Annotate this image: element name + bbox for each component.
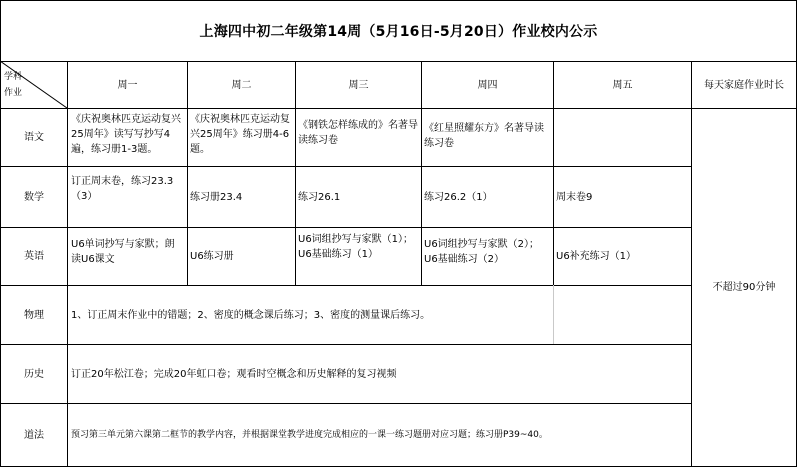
morality-homework: 预习第三单元第六课第二框节的教学内容，并根据课堂教学进度完成相应的一课一练习题册对应习题；练习册P39~40。 bbox=[71, 429, 548, 440]
header-thursday: 周四 bbox=[477, 79, 498, 91]
math-tuesday: 练习册23.4 bbox=[190, 191, 243, 203]
english-monday: U6单词抄写与家默；朗读U6课文 bbox=[71, 239, 175, 265]
chinese-friday bbox=[556, 110, 689, 165]
english-thursday: U6词组抄写与家默（2）；U6基础练习（2） bbox=[424, 239, 540, 265]
subject-physics: 物理 bbox=[24, 309, 44, 321]
duration-value: 不超过90分钟 bbox=[712, 282, 776, 293]
english-wednesday: U6词组抄写与家默（1）；U6基础练习（1） bbox=[298, 234, 414, 260]
math-thursday: 练习26.2（1） bbox=[424, 191, 493, 203]
chinese-wednesday: 《钢铁怎样练成的》名著导读练习卷 bbox=[298, 120, 418, 146]
math-wednesday: 练习26.1 bbox=[298, 191, 341, 203]
math-monday: 订正周末卷，练习23.3（3） bbox=[71, 176, 174, 202]
corner-label-bottom: 作业 bbox=[4, 88, 23, 98]
header-divider bbox=[0, 108, 691, 109]
math-friday: 周末卷9 bbox=[556, 191, 593, 203]
subject-morality: 道法 bbox=[24, 429, 44, 441]
chinese-monday: 《庆祝奥林匹克运动复兴25周年》读写写抄写4遍，练习册1-3题。 bbox=[71, 114, 181, 155]
subject-english: 英语 bbox=[24, 251, 44, 262]
corner-label-top: 学科 bbox=[4, 72, 23, 82]
header-monday: 周一 bbox=[117, 79, 138, 91]
header-wednesday: 周三 bbox=[348, 79, 369, 91]
chinese-thursday: 《红星照耀东方》名著导读练习卷 bbox=[424, 123, 544, 149]
english-friday: U6补充练习（1） bbox=[556, 251, 637, 262]
history-homework: 订正20年松江卷；完成20年虹口卷；观看时空概念和历史解释的复习视频 bbox=[71, 368, 397, 380]
header-duration: 每天家庭作业时长 bbox=[704, 79, 784, 91]
header-tuesday: 周二 bbox=[231, 79, 252, 91]
english-tuesday: U6练习册 bbox=[190, 251, 234, 262]
subject-math: 数学 bbox=[24, 191, 44, 203]
chinese-tuesday: 《庆祝奥林匹克运动复兴25周年》练习册4-6题。 bbox=[190, 114, 290, 155]
col-divider-subject bbox=[67, 61, 68, 467]
row-divider-2 bbox=[0, 227, 691, 228]
border-top bbox=[0, 0, 797, 1]
subject-history: 历史 bbox=[24, 368, 44, 380]
subject-chinese: 语文 bbox=[24, 132, 44, 143]
header-friday: 周五 bbox=[612, 79, 633, 91]
corner-diagonal bbox=[0, 61, 68, 108]
table-title: 上海四中初二年级第14周（5月16日-5月20日）作业校内公示 bbox=[199, 23, 598, 40]
physics-homework: 1、订正周末作业中的错题；2、密度的概念课后练习；3、密度的测量课后练习。 bbox=[71, 309, 431, 321]
